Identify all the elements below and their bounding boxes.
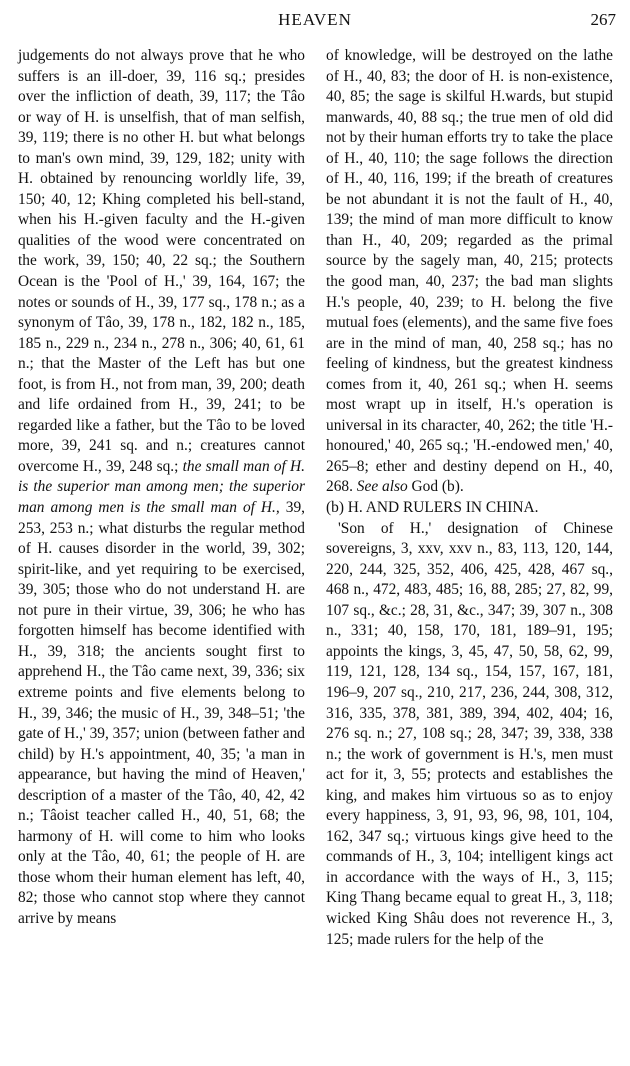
- running-head: [0, 10, 630, 34]
- section-heading: (b) H. AND RULERS IN CHINA.: [326, 499, 539, 517]
- entry-text: judgements do not always prove that he who suffers is an ill-doer, 39, 116 sq.; presides over the infliction of death, 39, 117; the Tâo or way of H. is unselfish, that of man selfish, 39, 119; there is no other H. but what belongs to man's own mind, 39, 129, 182; unity with H. obtained by renouncing worldly life, 39, 150; 40, 12; Khing completed his bell-stand, when his H.-given faculty and the H.-given qualities of the wood were concentrated on the work, 39, 150; 40, 22 sq.; the Southern Ocean is the 'Pool of H.,' 39, 164, 167; the notes or sounds of H., 39, 177 sq., 178 n.; as a synonym of Tâo, 39, 178 n., 182, 182 n., 185, 185 n., 229 n., 234 n., 278 n., 306; 40, 61, 61 n.; that the Master of the Left has but one foot, is from H., not from man, 39, 200; death and life ordained from H., 39, 241; to be regarded like a father, but the Tâo to be loved more, 39, 241 sq. and n.; creatures cannot overcome H., 39, 248 sq.;: [18, 47, 305, 475]
- right-column: [326, 46, 613, 950]
- index-entry-text: [326, 46, 613, 498]
- left-column: [18, 46, 305, 930]
- italic-quote: the small man of H. is the superior man among men; the superior man among men is the small man of H.,: [18, 457, 305, 517]
- see-also-label: See also: [356, 478, 408, 496]
- see-also-target: God (b).: [411, 478, 464, 496]
- page-number: 267: [590, 10, 616, 29]
- index-entry-text: [18, 46, 305, 930]
- page-title: HEAVEN: [278, 10, 352, 29]
- entry-text: of knowledge, will be destroyed on the lathe of H., 40, 83; the door of H. is non-existence, 40, 85; the sage is skilful H.wards, but stupid manwards, 40, 88 sq.; the true men of old did not by their human efforts try to take the place of H., 40, 110; the sage follows the direction of H., 40, 116, 199; if the breath of creatures be not abundant it is not the fault of H., 40, 139; the mind of man more difficult to know than H., 40, 209; regarded as the primal source by the sagely man, 40, 215; protects the good man, 40, 237; the bad man slights H.'s people, 40, 239; to H. belong the five mutual foes (elements), and the same five foes are in the mind of man, 40, 258 sq.; has no feeling of kindness, but the greatest kindness comes from it, 40, 261 sq.; when H. seems most wrapt up in itself, H.'s operation is universal in its character, 40, 262; the title 'H.-honoured,' 40, 265 sq.; 'H.-endowed men,' 40, 265–8; ether and destiny depend on H., 40, 268.: [326, 47, 613, 496]
- index-entry-text: 'Son of H.,' designation of Chinese sovereigns, 3, xxv, xxv n., 83, 113, 120, 144, 220, 244, 325, 352, 406, 425, 428, 467 sq., 468 n., 472, 483, 485; 16, 88, 285; 27, 82, 99, 107 sq., &c.; 28, 31, &c., 347; 39, 307 n., 308 n., 331; 40, 158, 170, 181, 189–91, 195; appoints the kings, 3, 45, 47, 50, 58, 62, 99, 119, 121, 128, 134 sq., 154, 157, 167, 181, 196–9, 207 sq., 210, 217, 236, 244, 308, 312, 316, 335, 378, 381, 389, 394, 402, 404; 16, 276 sq. n.; 27, 108 sq.; 28, 347; 39, 338, 338 n.; the work of government is H.'s, men must act for it, 3, 55; protects and establishes the king, and makes him virtuous so as to enjoy every happiness, 3, 91, 93, 96, 98, 101, 104, 162, 347 sq.; virtuous kings give heed to the commands of H., 3, 104; intelligent kings act in accordance with the ways of H., 3, 115; King Thang became equal to great H., 3, 118; wicked King Shâu does not reverence H., 3, 125; made rulers for the help of the: [326, 519, 613, 948]
- entry-text: 39, 253, 253 n.; what disturbs the regular method of H. causes disorder in the world, 39, 302; spirit-like, and yet requiring to be exercised, 39, 305; those who do not understand H. are not pure in their virtue, 39, 306; he who has forgotten himself has become identified with H., 39, 318; the ancients sought first to apprehend H., the Tâo came next, 39, 336; six extreme points and five elements belong to H., 39, 346; the music of H., 39, 348–51; 'the gate of H.,' 39, 357; union (between father and child) by H.'s appointment, 40, 35; 'a man in appearance, but having the mind of Heaven,' description of a master of the Tâo, 40, 42, 42 n.; Tâoist teacher called H., 40, 51, 68; the harmony of H. will come to him who looks only at the Tâo, 40, 61; the people of H. are those whom their human element has left, 40, 82; those who cannot stop where they cannot arrive by means: [18, 499, 305, 927]
